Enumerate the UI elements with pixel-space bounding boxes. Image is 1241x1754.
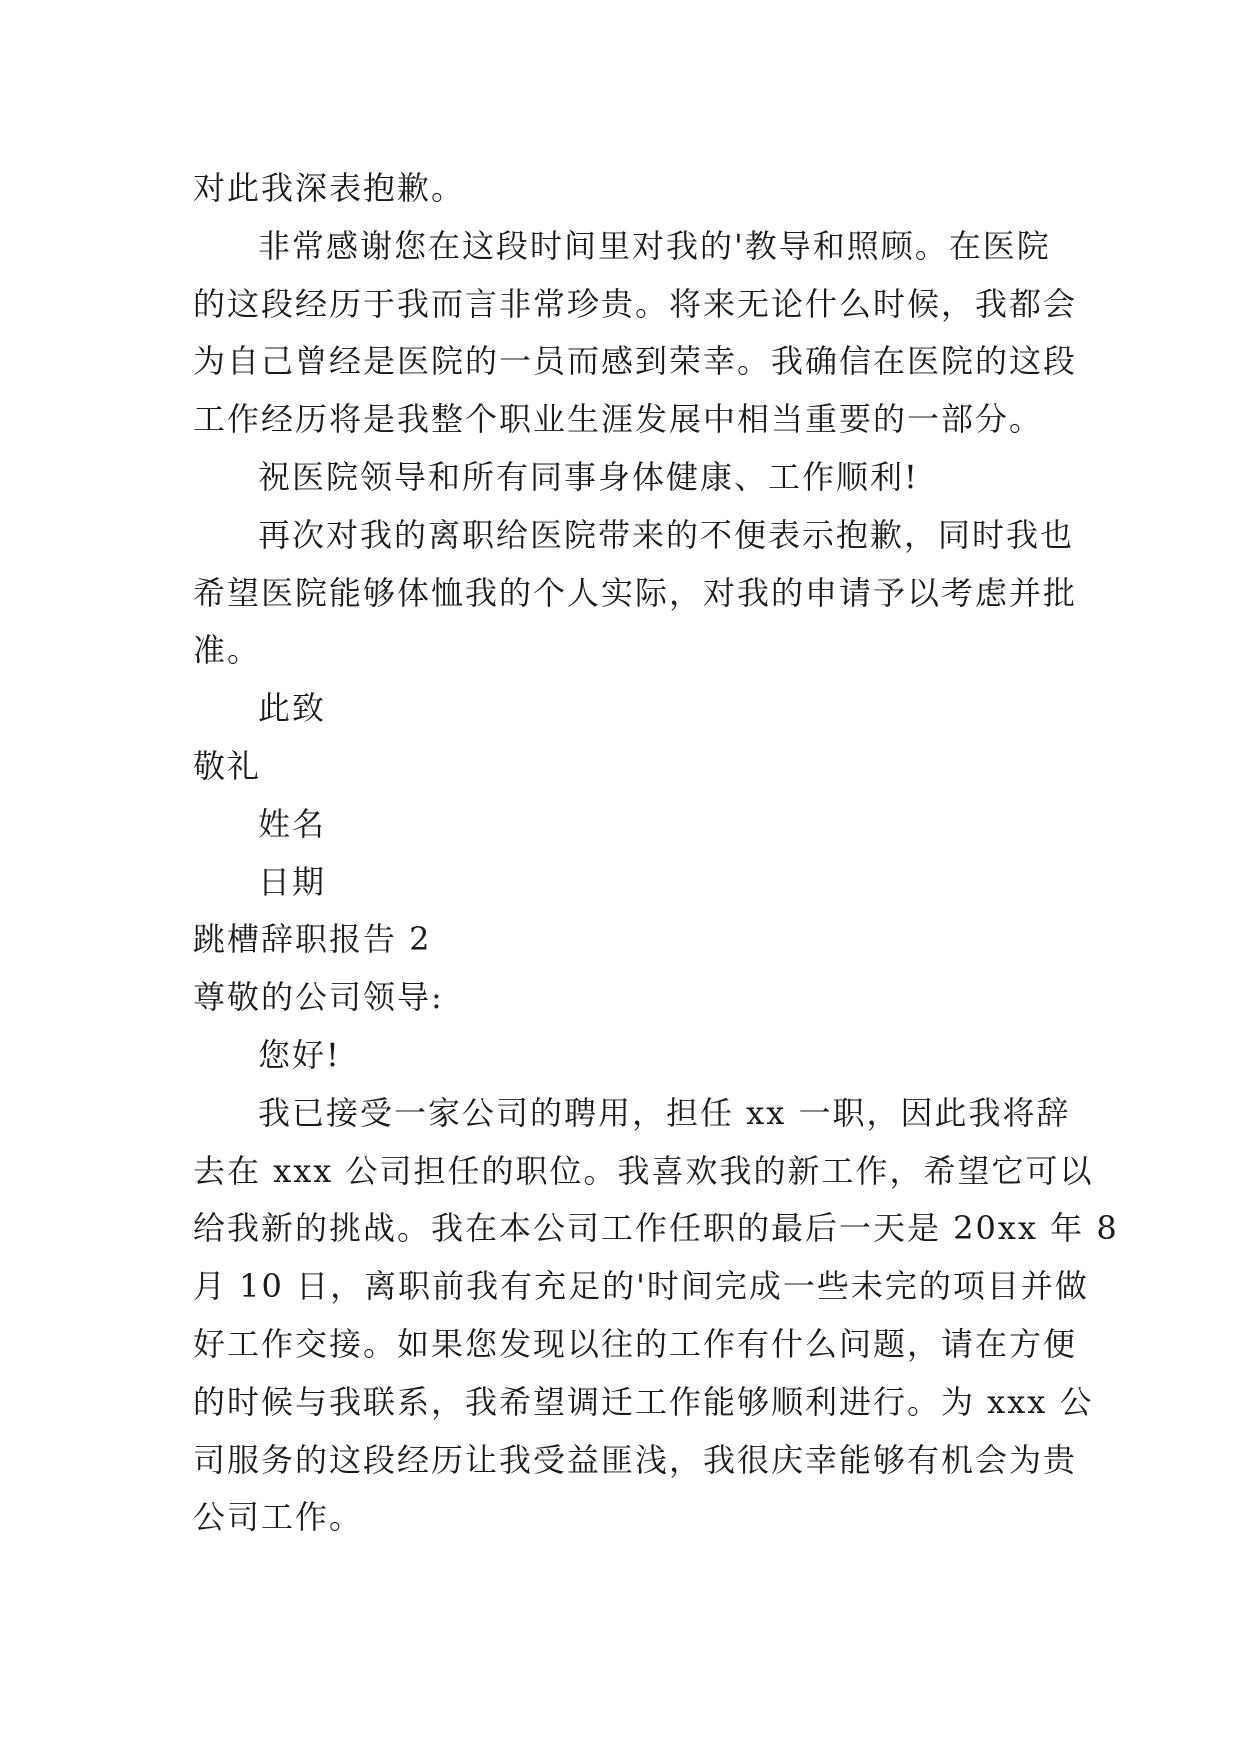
body-line: 为自己曾经是医院的一员而感到荣幸。我确信在医院的这段 bbox=[193, 342, 1078, 381]
signature-name: 姓名 bbox=[258, 804, 327, 843]
greeting: 您好! bbox=[258, 1035, 341, 1074]
body-line: 给我新的挑战。我在本公司工作任职的最后一天是 20xx 年 8 bbox=[193, 1209, 1119, 1248]
letter-salutation: 尊敬的公司领导: bbox=[193, 978, 444, 1017]
body-line: 公司工作。 bbox=[193, 1498, 364, 1537]
section-title: 跳槽辞职报告 2 bbox=[193, 920, 432, 959]
body-line: 去在 xxx 公司担任的职位。我喜欢我的新工作，希望它可以 bbox=[193, 1151, 1094, 1190]
body-line: 准。 bbox=[193, 631, 262, 670]
closing-salutation: 此致 bbox=[258, 689, 327, 728]
document-body bbox=[193, 160, 1119, 1547]
body-line: 好工作交接。如果您发现以往的工作有什么问题，请在方便 bbox=[193, 1324, 1078, 1363]
paragraph-start-line: 我已接受一家公司的聘用，担任 xx 一职，因此我将辞 bbox=[258, 1093, 1071, 1132]
paragraph-start-line: 再次对我的离职给医院带来的不便表示抱歉，同时我也 bbox=[258, 515, 1075, 554]
closing-regards: 敬礼 bbox=[193, 746, 262, 785]
paragraph-start-line: 非常感谢您在这段时间里对我的'教导和照顾。在医院 bbox=[258, 226, 1051, 265]
body-line: 月 10 日，离职前我有充足的'时间完成一些未完的项目并做 bbox=[193, 1267, 1089, 1306]
body-line: 工作经历将是我整个职业生涯发展中相当重要的一部分。 bbox=[193, 400, 1044, 439]
signature-date: 日期 bbox=[258, 862, 327, 901]
body-line: 司服务的这段经历让我受益匪浅，我很庆幸能够有机会为贵 bbox=[193, 1440, 1078, 1479]
body-line: 的时候与我联系，我希望调迁工作能够顺利进行。为 xxx 公 bbox=[193, 1382, 1094, 1421]
paragraph-start-line: 祝医院领导和所有同事身体健康、工作顺利! bbox=[258, 457, 919, 496]
body-line: 希望医院能够体恤我的个人实际，对我的申请予以考虑并批 bbox=[193, 573, 1078, 612]
body-line: 的这段经历于我而言非常珍贵。将来无论什么时候，我都会 bbox=[193, 284, 1078, 323]
body-line: 对此我深表抱歉。 bbox=[193, 169, 466, 207]
